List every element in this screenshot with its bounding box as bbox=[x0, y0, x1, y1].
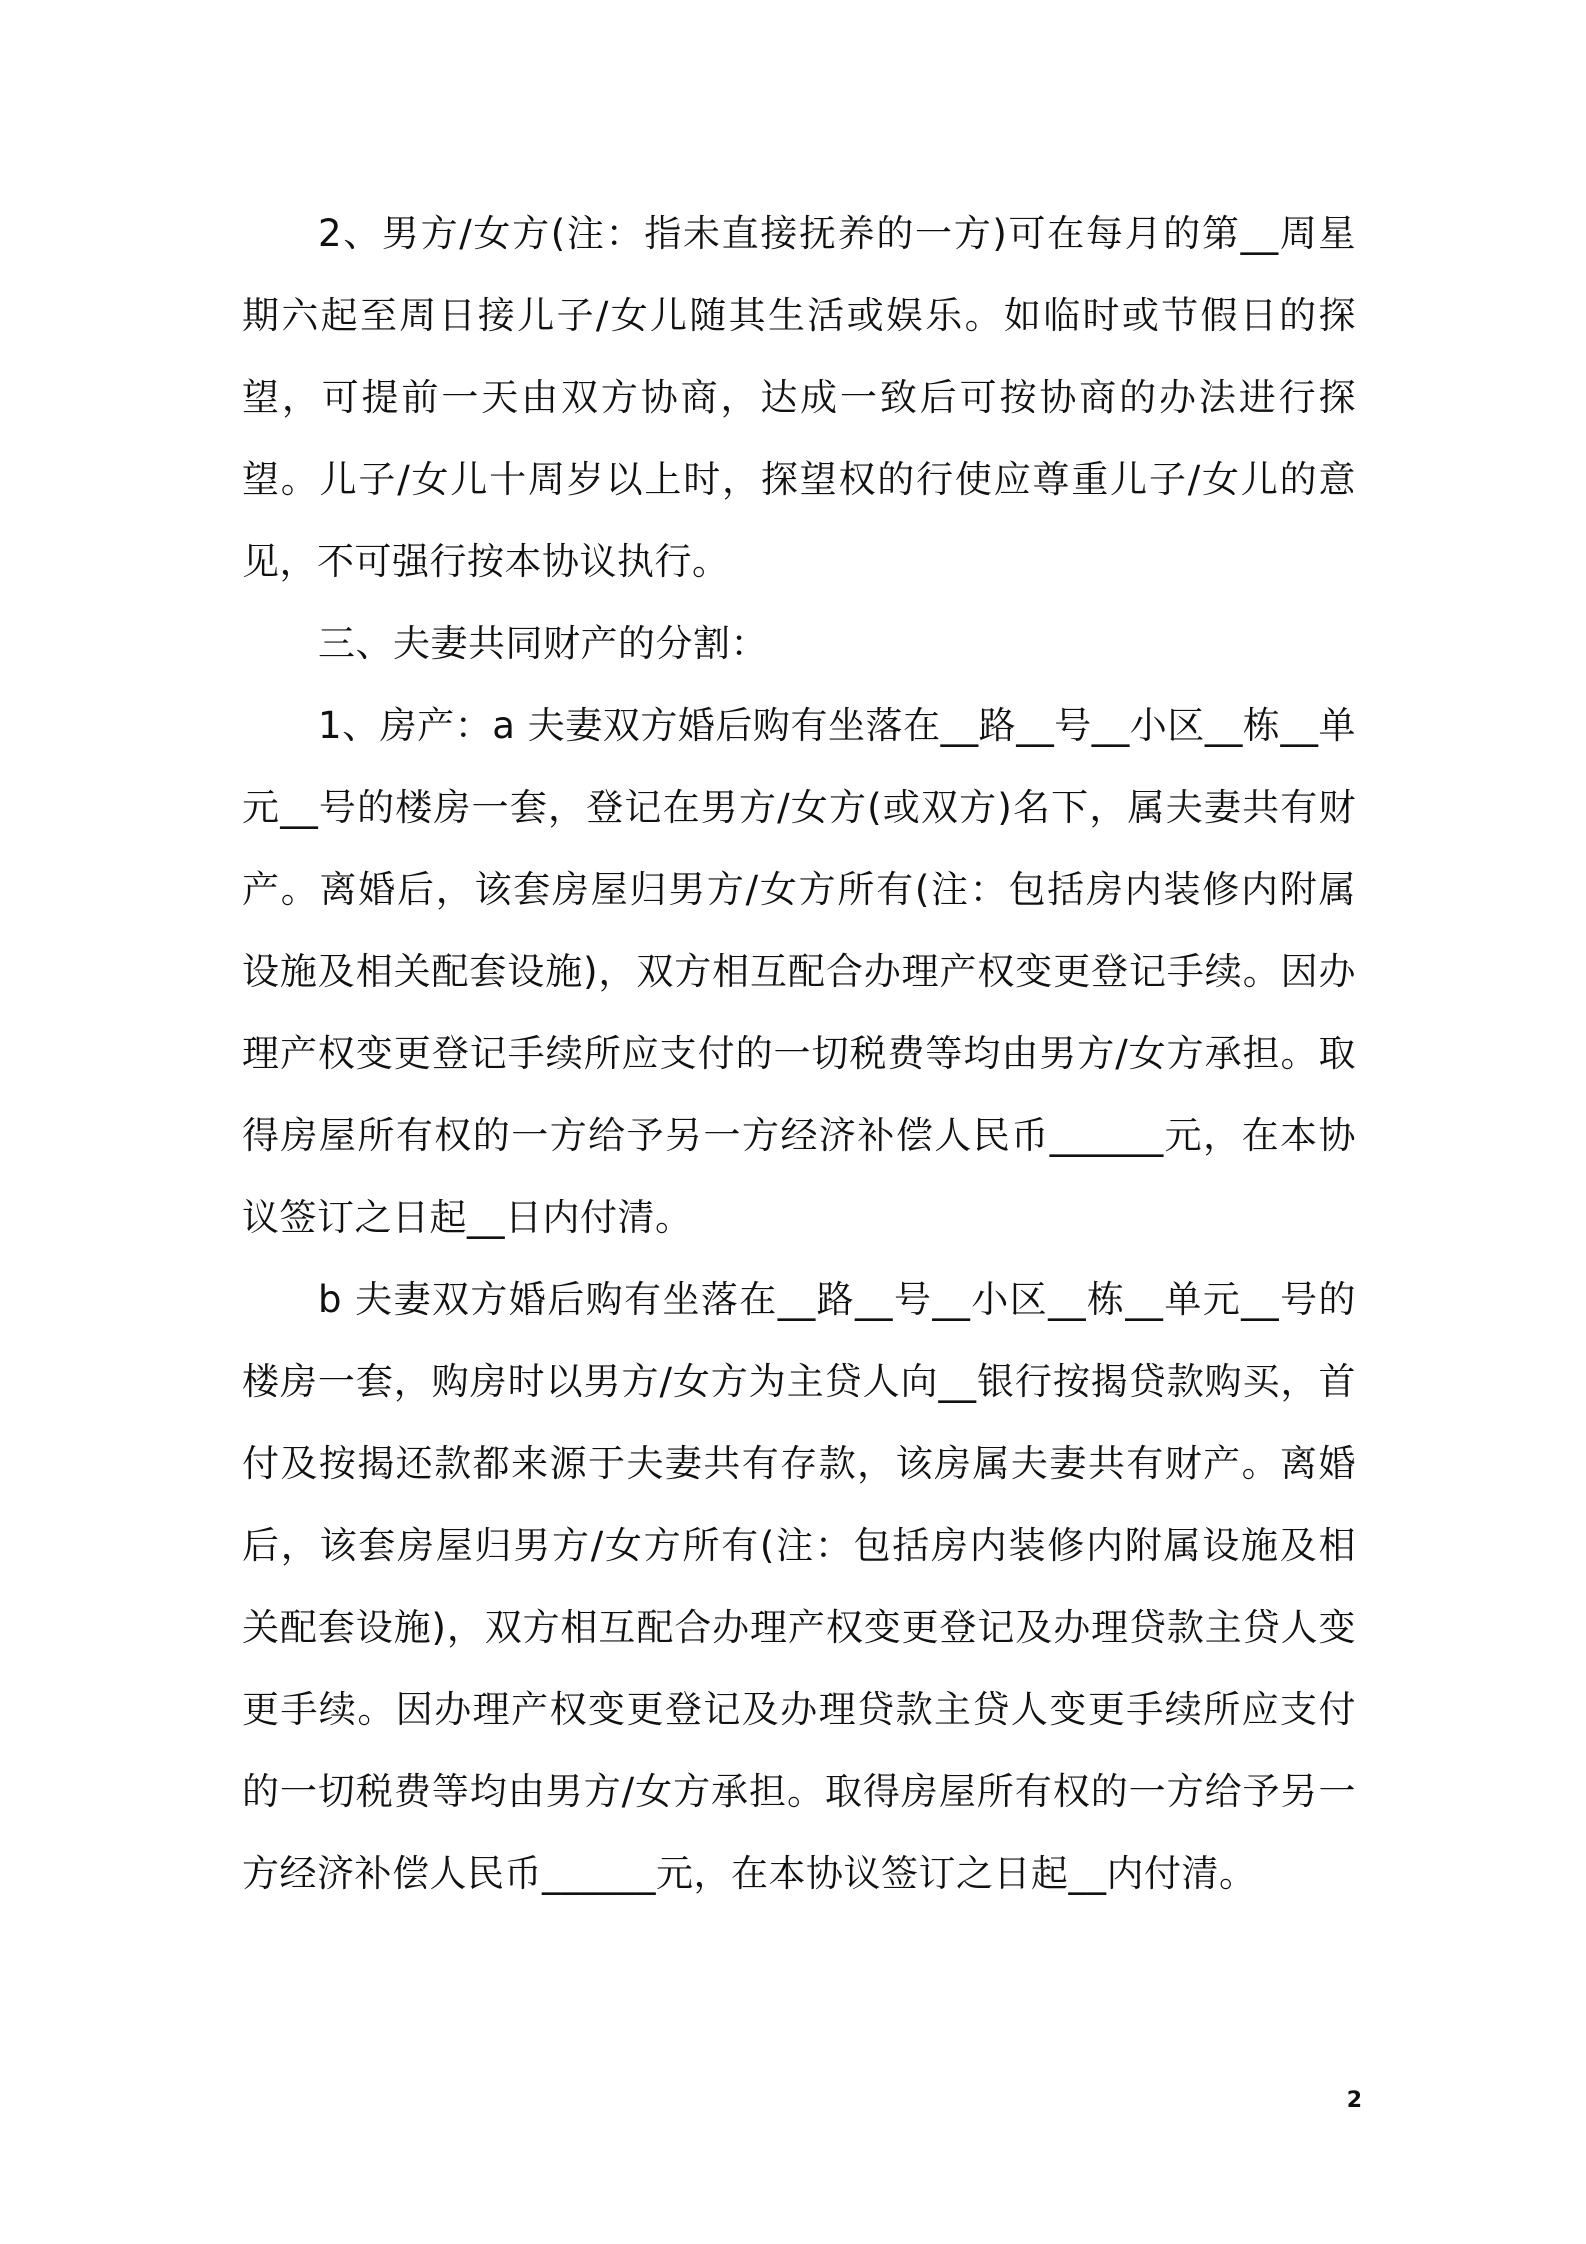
section-heading-property-division: 三、夫妻共同财产的分割： bbox=[318, 622, 768, 665]
page-number: 2 bbox=[1346, 2088, 1362, 2113]
paragraph-property-a: 1、房产：a 夫妻双方婚后购有坐落在__路__号__小区__栋__单元__号的楼房一套，登记在男方/女方(或双方)名下，属夫妻共有财产。离婚后，该套房屋归男方/女方所有(注：包括房内装修内附属设施及相关配套设施)，双方相互配合办理产权变更登记手续。因办理产权变更登记手续所应支付的一切税费等均由男方/女方承担。取得房屋所有权的一方给予另一方经济补偿人民币______元，在本协议签订之日起__日内付清。 bbox=[242, 704, 1356, 1239]
paragraph-property-b: b 夫妻双方婚后购有坐落在__路__号__小区__栋__单元__号的楼房一套，购房时以男方/女方为主贷人向__银行按揭贷款购买，首付及按揭还款都来源于夫妻共有存款，该房属夫妻共有财产。离婚后，该套房屋归男方/女方所有(注：包括房内装修内附属设施及相关配套设施)，双方相互配合办理产权变更登记及办理贷款主贷人变更手续。因办理产权变更登记及办理贷款主贷人变更手续所应支付的一切税费等均由男方/女方承担。取得房屋所有权的一方给予另一方经济补偿人民币______元，在本协议签订之日起__内付清。 bbox=[242, 1278, 1356, 1895]
document-body bbox=[242, 193, 1356, 1915]
paragraph-visitation-rights: 2、男方/女方(注：指未直接抚养的一方)可在每月的第__周星期六起至周日接儿子/女儿随其生活或娱乐。如临时或节假日的探望，可提前一天由双方协商，达成一致后可按协商的办法进行探望。儿子/女儿十周岁以上时，探望权的行使应尊重儿子/女儿的意见，不可强行按本协议执行。 bbox=[242, 212, 1356, 583]
